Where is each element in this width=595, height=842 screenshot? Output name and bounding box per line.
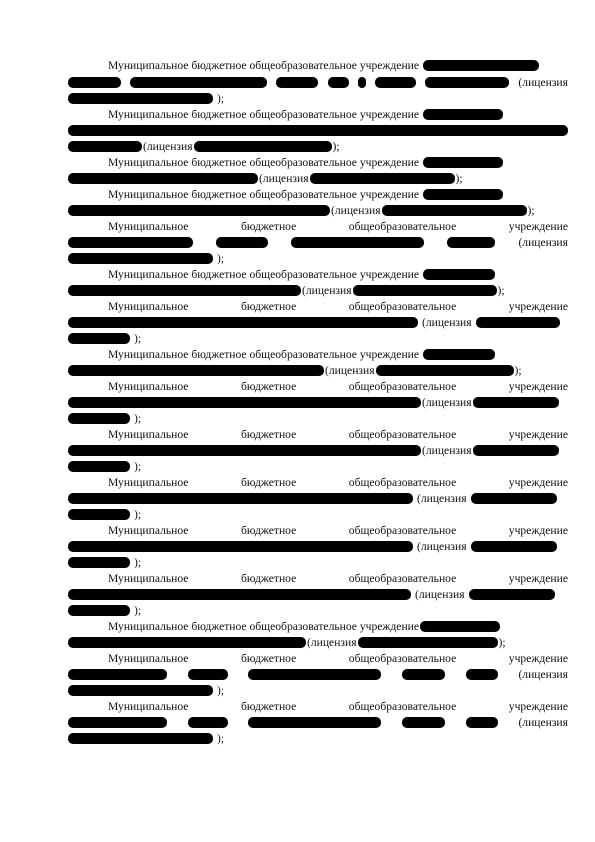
- text-line: [68, 587, 568, 602]
- redaction-block: [68, 605, 130, 616]
- text-line: [68, 91, 568, 106]
- institution-word: общеобразовательное: [348, 700, 457, 713]
- institution-word: учреждение: [508, 524, 568, 537]
- license-label: (лицензия: [422, 396, 472, 409]
- institution-phrase: Муниципальное бюджетное общеобразовательное учреждение: [108, 59, 420, 72]
- redaction-block: [68, 669, 167, 680]
- redaction-block: [423, 109, 503, 120]
- text-line: [108, 379, 568, 394]
- redaction-block: [473, 397, 559, 408]
- text-line: [68, 459, 568, 474]
- text-line: [68, 667, 568, 682]
- license-label: (лицензия: [143, 140, 193, 153]
- text-line: [68, 363, 568, 378]
- redaction-block: [68, 509, 130, 520]
- closing-punctuation: );: [497, 284, 505, 297]
- license-label: (лицензия: [422, 444, 472, 457]
- text-line: [68, 283, 568, 298]
- text-line: [68, 443, 568, 458]
- text-line: [68, 395, 568, 410]
- institution-phrase: Муниципальное бюджетное общеобразовательное учреждение: [108, 268, 420, 281]
- redaction-block: [423, 349, 495, 360]
- redaction-block: [68, 253, 213, 264]
- institution-word: бюджетное: [241, 652, 297, 665]
- redaction-block: [68, 445, 421, 456]
- text-line: [108, 299, 568, 314]
- text-line: [68, 315, 568, 330]
- redaction-block: [68, 413, 130, 424]
- institution-word: учреждение: [508, 476, 568, 489]
- institution-word: общеобразовательное: [348, 428, 457, 441]
- institution-word: бюджетное: [241, 572, 297, 585]
- redaction-block: [248, 669, 381, 680]
- license-label: (лицензия: [417, 492, 467, 505]
- license-label: (лицензия: [422, 316, 472, 329]
- text-line: [68, 731, 568, 746]
- institution-word: учреждение: [508, 300, 568, 313]
- institution-word: учреждение: [508, 700, 568, 713]
- institution-word: Муниципальное: [108, 476, 189, 489]
- text-line: [108, 267, 568, 282]
- redaction-block: [402, 669, 445, 680]
- redaction-block: [447, 237, 495, 248]
- redaction-block: [469, 589, 555, 600]
- closing-punctuation: );: [332, 140, 340, 153]
- institution-word: бюджетное: [241, 380, 297, 393]
- redaction-block: [68, 77, 121, 88]
- closing-punctuation: );: [134, 460, 142, 473]
- institution-word: Муниципальное: [108, 524, 189, 537]
- text-line: [108, 107, 568, 122]
- text-line: [68, 75, 568, 90]
- redaction-block: [425, 77, 509, 88]
- redaction-block: [68, 93, 213, 104]
- redaction-block: [476, 317, 560, 328]
- text-line: [68, 139, 568, 154]
- institution-word: Муниципальное: [108, 300, 189, 313]
- institution-phrase: Муниципальное бюджетное общеобразовательное учреждение: [108, 348, 420, 361]
- license-label: (лицензия: [518, 716, 568, 729]
- redaction-block: [68, 237, 193, 248]
- institution-word: общеобразовательное: [348, 220, 457, 233]
- redaction-block: [471, 493, 557, 504]
- closing-punctuation: );: [134, 604, 142, 617]
- text-line: [68, 603, 568, 618]
- redaction-block: [188, 669, 228, 680]
- redaction-block: [68, 125, 568, 136]
- institution-word: общеобразовательное: [348, 524, 457, 537]
- text-line: [108, 427, 568, 442]
- redaction-block: [68, 685, 213, 696]
- institution-word: Муниципальное: [108, 220, 189, 233]
- text-line: [68, 635, 568, 650]
- redaction-block: [68, 461, 130, 472]
- text-line: [108, 219, 568, 234]
- closing-punctuation: );: [134, 508, 142, 521]
- institution-word: Муниципальное: [108, 428, 189, 441]
- institution-word: бюджетное: [241, 524, 297, 537]
- text-line: [68, 203, 568, 218]
- redaction-block: [68, 541, 413, 552]
- institution-word: бюджетное: [241, 300, 297, 313]
- text-line: [108, 58, 568, 73]
- redaction-block: [310, 173, 455, 184]
- redaction-block: [68, 205, 330, 216]
- redaction-block: [423, 189, 503, 200]
- redaction-block: [376, 365, 514, 376]
- closing-punctuation: );: [134, 332, 142, 345]
- redaction-block: [216, 237, 268, 248]
- redaction-block: [68, 397, 421, 408]
- institution-phrase: Муниципальное бюджетное общеобразовательное учреждение: [108, 620, 420, 633]
- redaction-block: [68, 493, 413, 504]
- institution-word: учреждение: [508, 428, 568, 441]
- text-line: [108, 523, 568, 538]
- redaction-block: [276, 77, 318, 88]
- redaction-block: [68, 173, 258, 184]
- redaction-block: [423, 269, 495, 280]
- institution-phrase: Муниципальное бюджетное общеобразовательное учреждение: [108, 108, 420, 121]
- institution-word: бюджетное: [241, 700, 297, 713]
- closing-punctuation: );: [527, 204, 535, 217]
- text-line: [68, 507, 568, 522]
- redaction-block: [402, 717, 445, 728]
- license-label: (лицензия: [331, 204, 381, 217]
- institution-word: бюджетное: [241, 220, 297, 233]
- redaction-block: [375, 77, 416, 88]
- closing-punctuation: );: [134, 412, 142, 425]
- institution-word: Муниципальное: [108, 652, 189, 665]
- redaction-block: [68, 365, 324, 376]
- text-line: [108, 187, 568, 202]
- institution-phrase: Муниципальное бюджетное общеобразовательное учреждение: [108, 156, 420, 169]
- license-label: (лицензия: [259, 172, 309, 185]
- redaction-block: [248, 717, 381, 728]
- institution-word: общеобразовательное: [348, 300, 457, 313]
- redaction-block: [68, 285, 301, 296]
- text-line: [68, 171, 568, 186]
- redaction-block: [68, 589, 411, 600]
- text-line: [68, 555, 568, 570]
- text-line: [68, 715, 568, 730]
- institution-word: бюджетное: [241, 428, 297, 441]
- redaction-block: [68, 733, 213, 744]
- institution-word: учреждение: [508, 572, 568, 585]
- closing-punctuation: );: [217, 732, 225, 745]
- closing-punctuation: );: [455, 172, 463, 185]
- institution-word: Муниципальное: [108, 380, 189, 393]
- license-label: (лицензия: [415, 588, 465, 601]
- closing-punctuation: );: [498, 636, 506, 649]
- redaction-block: [471, 541, 557, 552]
- closing-punctuation: );: [217, 252, 225, 265]
- institution-phrase: Муниципальное бюджетное общеобразовательное учреждение: [108, 188, 420, 201]
- redaction-block: [353, 285, 497, 296]
- closing-punctuation: );: [217, 684, 225, 697]
- text-line: [68, 411, 568, 426]
- license-label: (лицензия: [302, 284, 352, 297]
- institution-word: Муниципальное: [108, 700, 189, 713]
- redaction-block: [382, 205, 527, 216]
- text-line: [108, 475, 568, 490]
- text-line: [68, 331, 568, 346]
- text-line: [68, 683, 568, 698]
- redaction-block: [68, 317, 418, 328]
- text-line: [108, 347, 568, 362]
- text-line: [68, 123, 568, 138]
- license-label: (лицензия: [518, 76, 568, 89]
- license-label: (лицензия: [325, 364, 375, 377]
- redaction-block: [420, 621, 500, 632]
- redaction-block: [423, 60, 539, 71]
- redaction-block: [291, 237, 424, 248]
- closing-punctuation: );: [217, 92, 225, 105]
- text-line: [108, 155, 568, 170]
- text-line: [108, 651, 568, 666]
- institution-word: общеобразовательное: [348, 572, 457, 585]
- closing-punctuation: );: [514, 364, 522, 377]
- redaction-block: [188, 717, 228, 728]
- redaction-block: [466, 717, 498, 728]
- redaction-block: [68, 141, 142, 152]
- text-line: [68, 491, 568, 506]
- redaction-block: [68, 557, 130, 568]
- text-line: [108, 619, 568, 634]
- institution-word: учреждение: [508, 220, 568, 233]
- license-label: (лицензия: [518, 668, 568, 681]
- license-label: (лицензия: [307, 636, 357, 649]
- license-label: (лицензия: [417, 540, 467, 553]
- license-label: (лицензия: [518, 236, 568, 249]
- text-line: [108, 699, 568, 714]
- institution-word: общеобразовательное: [348, 380, 457, 393]
- redaction-block: [466, 669, 498, 680]
- text-line: [68, 539, 568, 554]
- redaction-block: [68, 333, 130, 344]
- redaction-block: [194, 141, 332, 152]
- institution-word: Муниципальное: [108, 572, 189, 585]
- text-line: [108, 571, 568, 586]
- text-line: [68, 251, 568, 266]
- redaction-block: [68, 717, 167, 728]
- institution-word: общеобразовательное: [348, 652, 457, 665]
- redaction-block: [473, 445, 559, 456]
- institution-word: учреждение: [508, 652, 568, 665]
- closing-punctuation: );: [134, 556, 142, 569]
- redaction-block: [423, 157, 503, 168]
- text-line: [68, 235, 568, 250]
- redaction-block: [358, 637, 498, 648]
- redaction-block: [130, 77, 267, 88]
- institution-word: общеобразовательное: [348, 476, 457, 489]
- institution-word: бюджетное: [241, 476, 297, 489]
- redaction-block: [328, 77, 349, 88]
- redaction-block: [68, 637, 306, 648]
- institution-word: учреждение: [508, 380, 568, 393]
- redaction-block: [358, 77, 366, 88]
